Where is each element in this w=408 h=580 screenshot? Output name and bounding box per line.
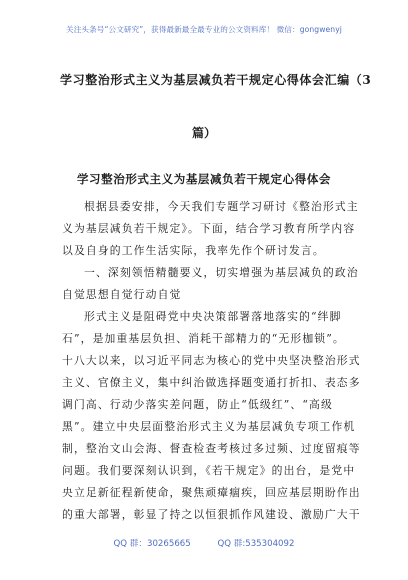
- footer-qq-group-1: QQ 群：30265665: [113, 539, 191, 549]
- body-line: 以及自身的工作生活实际，我率先作个研讨发言。: [62, 244, 325, 257]
- body-line: 一、深刻领悟精髓要义，切实增强为基层减负的政治: [84, 266, 359, 279]
- body-line: 调门高、行动少落实差问题，防止“低级红”、“高级: [62, 398, 333, 411]
- body-line: 自觉思想自觉行动自觉: [62, 288, 182, 301]
- body-line: 制，整治文山会海、督查检查考核过多过频、过度留痕等: [62, 442, 361, 455]
- body-line: 问题。我们要深刻认识到，《若干规定》的出台，是党中: [62, 464, 356, 477]
- body-line: 的重大部署，彰显了持之以恒狠抓作风建设、激励广大干: [62, 508, 361, 521]
- body-line: 十八大以来，以习近平同志为核心的党中央坚决整治形式: [62, 354, 361, 367]
- document-title-continuation: 篇）: [191, 126, 216, 140]
- body-line: 黑”。建立中央层面整治形式主义为基层减负专项工作机: [62, 420, 356, 433]
- body-line: 主义、官僚主义，集中纠治做选择题变通打折扣、表态多: [62, 376, 361, 389]
- footer: [0, 537, 408, 549]
- footer-qq-group-2: QQ 群:535304092: [217, 539, 295, 549]
- body-line: 石”，是加重基层负担、消耗干部精力的“无形枷锁”。: [62, 332, 345, 345]
- body-line: 形式主义是阻碍党中央决策部署落地落实的“绊脚: [84, 310, 342, 323]
- body-line: 义为基层减负若干规定》。下面，结合学习教育所学内容: [62, 222, 356, 235]
- document-title: 学习整治形式主义为基层减负若干规定心得体会汇编（3: [60, 73, 372, 87]
- body-line: 央立足新征程新使命，聚焦顽瘴痼疾，回应基层期盼作出: [62, 486, 361, 499]
- top-banner: 关注头条号“公文研究”，获得最新最全最专业的公文资料库！ 微信：gongwenyj: [66, 25, 342, 34]
- body-line: 根据县委安排，今天我们专题学习研讨《整治形式主: [84, 200, 359, 213]
- section-title: 学习整治形式主义为基层减负若干规定心得体会: [76, 172, 332, 186]
